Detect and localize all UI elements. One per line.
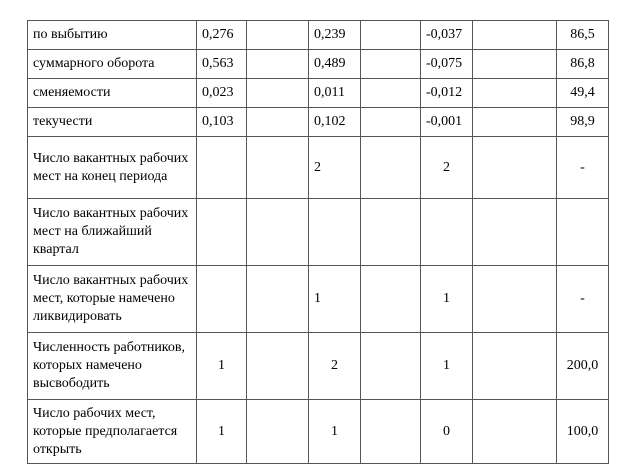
table-cell	[247, 400, 309, 464]
table-row	[28, 50, 609, 79]
table-cell: 1	[309, 400, 361, 464]
table-cell	[557, 199, 609, 266]
row-label: Численность работников, которых намечено высвободить	[28, 333, 197, 400]
table-row	[28, 333, 609, 400]
data-table	[27, 20, 609, 464]
table-cell: 49,4	[557, 79, 609, 108]
table-row	[28, 137, 609, 199]
table-cell	[247, 199, 309, 266]
table-cell	[247, 333, 309, 400]
table-cell: 2	[309, 333, 361, 400]
row-label: текучести	[28, 108, 197, 137]
table-cell: 0,239	[309, 21, 361, 50]
table-cell: 1	[421, 333, 473, 400]
table-row	[28, 108, 609, 137]
table-cell: 86,5	[557, 21, 609, 50]
table-cell	[473, 108, 557, 137]
table-cell	[247, 137, 309, 199]
table-cell	[473, 199, 557, 266]
table-cell: 200,0	[557, 333, 609, 400]
table-cell	[197, 137, 247, 199]
table-row	[28, 199, 609, 266]
table-cell: -0,037	[421, 21, 473, 50]
table-cell	[309, 199, 361, 266]
table-cell: 100,0	[557, 400, 609, 464]
table-cell: 1	[309, 266, 361, 333]
table-row	[28, 400, 609, 464]
table-cell	[473, 400, 557, 464]
table-cell	[247, 21, 309, 50]
row-label: Число вакантных рабочих мест, которые намечено ликвидировать	[28, 266, 197, 333]
table-cell	[247, 266, 309, 333]
row-label: Число рабочих мест, которые предполагается открыть	[28, 400, 197, 464]
table-cell: 1	[197, 333, 247, 400]
table-cell	[473, 50, 557, 79]
table-row	[28, 79, 609, 108]
table-cell: -	[557, 137, 609, 199]
table-cell	[247, 79, 309, 108]
row-label: по выбытию	[28, 21, 197, 50]
table-cell	[197, 199, 247, 266]
table-cell	[421, 199, 473, 266]
row-label: сменяемости	[28, 79, 197, 108]
table-cell: -0,075	[421, 50, 473, 79]
table-cell	[473, 21, 557, 50]
table-cell: 98,9	[557, 108, 609, 137]
table-cell	[361, 199, 421, 266]
table-cell: 0,563	[197, 50, 247, 79]
table-cell: 1	[421, 266, 473, 333]
table-cell	[361, 21, 421, 50]
table-cell	[247, 108, 309, 137]
row-label: Число вакантных рабочих мест на ближайший квартал	[28, 199, 197, 266]
table-cell: -	[557, 266, 609, 333]
table-cell	[197, 266, 247, 333]
table-body	[28, 21, 609, 464]
row-label: Число вакантных рабочих мест на конец периода	[28, 137, 197, 199]
table-cell	[473, 266, 557, 333]
table-cell	[361, 50, 421, 79]
table-cell: 0,276	[197, 21, 247, 50]
row-label: суммарного оборота	[28, 50, 197, 79]
table-cell	[361, 108, 421, 137]
table-cell	[361, 137, 421, 199]
table-cell: 0,011	[309, 79, 361, 108]
table-cell: -0,001	[421, 108, 473, 137]
table-cell: 0,103	[197, 108, 247, 137]
table-row	[28, 21, 609, 50]
table-row	[28, 266, 609, 333]
table-cell: 2	[421, 137, 473, 199]
table-cell: 0,102	[309, 108, 361, 137]
table-cell	[361, 79, 421, 108]
table-cell: 0	[421, 400, 473, 464]
table-cell: -0,012	[421, 79, 473, 108]
table-cell	[473, 79, 557, 108]
table-cell	[361, 333, 421, 400]
table-cell	[361, 266, 421, 333]
table-cell: 86,8	[557, 50, 609, 79]
table-cell	[361, 400, 421, 464]
table-cell	[473, 137, 557, 199]
table-cell	[473, 333, 557, 400]
table-cell: 0,489	[309, 50, 361, 79]
table-cell: 1	[197, 400, 247, 464]
table-cell: 0,023	[197, 79, 247, 108]
table-cell	[247, 50, 309, 79]
table-cell: 2	[309, 137, 361, 199]
